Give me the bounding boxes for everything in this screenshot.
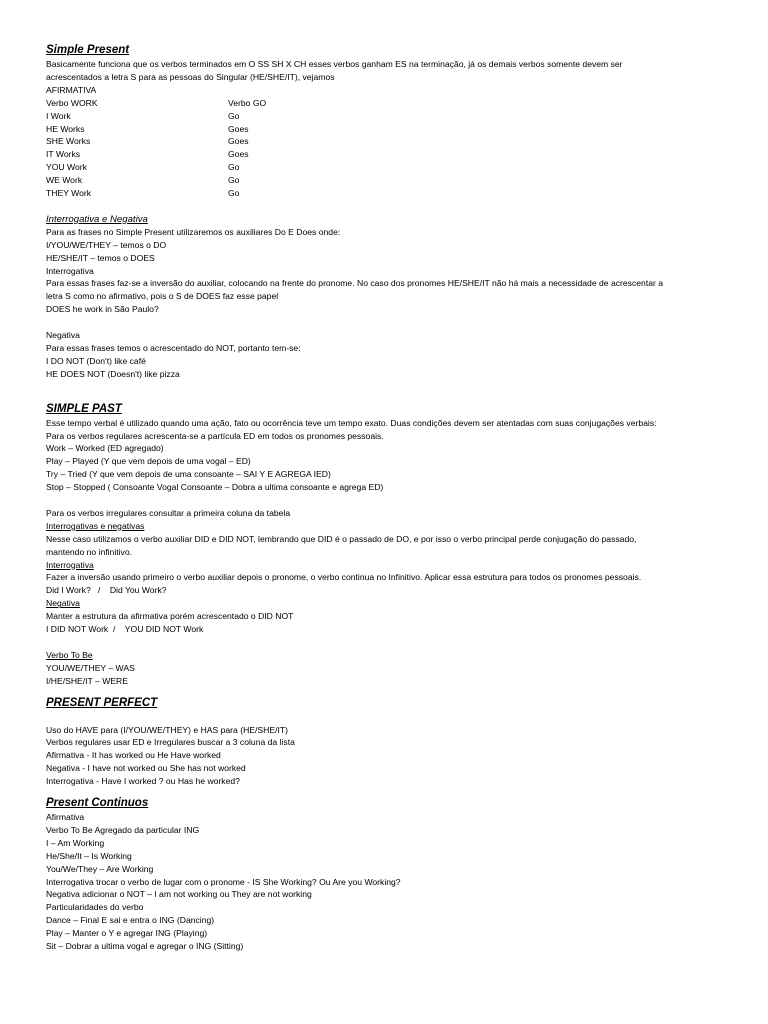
- text-line: Verbos regulares usar ED e Irregulares buscar a 3 coluna da lista: [46, 737, 295, 748]
- text-line: Interrogativa: [46, 265, 94, 276]
- spacer: [46, 316, 736, 329]
- verbo-to-be-heading: Verbo To Be: [46, 649, 93, 660]
- interrogativas-negativas-heading: Interrogativas e negativas: [46, 520, 145, 531]
- text-line: Try – Tried (Y que vem depois de uma consoante – SAI Y E AGREGA IED): [46, 469, 331, 480]
- text-line: He/She/It – Is Working: [46, 850, 132, 861]
- text-line: Particularidades do verbo: [46, 902, 144, 913]
- interrogativa-heading: Interrogativa: [46, 559, 94, 570]
- verb-table-row: [46, 110, 736, 123]
- text-line: Negativa adicionar o NOT – I am not working ou They are not working: [46, 889, 312, 900]
- verb-work-cell: SHE Works: [46, 136, 91, 147]
- text-line: HE/SHE/IT – temos o DOES: [46, 252, 155, 263]
- verb-work-cell: IT Works: [46, 149, 81, 160]
- verb-work-cell: HE Works: [46, 123, 85, 134]
- verb-go-cell: Goes: [228, 136, 249, 147]
- verb-table-row: [46, 97, 736, 110]
- text-line: Stop – Stopped ( Consoante Vogal Consoante – Dobra a ultima consoante e agrega ED): [46, 482, 384, 493]
- verb-go-cell: Verbo GO: [228, 97, 267, 108]
- verb-work-cell: WE Work: [46, 175, 83, 186]
- verb-table-row: [46, 174, 736, 187]
- verb-go-cell: Go: [228, 175, 240, 186]
- text-line: Sit – Dobrar a ultima vogal e agregar o ING (Sitting): [46, 941, 244, 952]
- text-line: Work – Worked (ED agregado): [46, 443, 164, 454]
- verb-table-row: [46, 123, 736, 136]
- text-line: Para essas frases temos o acrescentado do NOT, portanto tem-se:: [46, 343, 301, 353]
- text-line: letra S como no afirmativo, pois o S de DOES faz esse papel: [46, 291, 279, 302]
- text-line: Para os verbos regulares acrescenta-se a partícula ED em todos os pronomes pessoais.: [46, 430, 384, 441]
- text-line: I DO NOT (Don't) like café: [46, 355, 146, 366]
- verb-table-row: [46, 187, 736, 200]
- simple-past-heading: SIMPLE PAST: [46, 402, 122, 415]
- verb-table: [46, 97, 736, 200]
- text-line: Afirmativa: [46, 812, 85, 823]
- spacer: [46, 688, 736, 696]
- text-line: Manter a estrutura da afirmativa porém acrescentado o DID NOT: [46, 611, 294, 622]
- text-line: Dance – Final E sai e entra o ING (Dancing): [46, 915, 215, 926]
- text-line: Verbo To Be Agregado da particular ING: [46, 824, 200, 835]
- text-line: Para os verbos irregulares consultar a primeira coluna da tabela: [46, 507, 291, 518]
- afirmativa-label: AFIRMATIVA: [46, 84, 97, 95]
- text-line: Play – Played (Y que vem depois de uma vogal – ED): [46, 456, 251, 467]
- text-line: Negativa: [46, 330, 80, 341]
- text-line: Esse tempo verbal é utilizado quando uma ação, fato ou ocorrência teve um tempo exato. Duas condições devem ser atentadas com suas conjugações verbais:: [46, 417, 657, 428]
- present-continuous-heading: Present Continuos: [46, 797, 149, 810]
- text-line: You/We/They – Are Working: [46, 863, 154, 874]
- spacer: [46, 636, 736, 649]
- text-line: Interrogativa - Have I worked ? ou Has he worked?: [46, 776, 240, 787]
- verb-table-row: [46, 148, 736, 161]
- text-line: Interrogativa trocar o verbo de lugar com o pronome - IS She Working? Ou Are you Working?: [46, 876, 401, 887]
- text-line: I – Am Working: [46, 837, 105, 848]
- text-line: Afirmativa - It has worked ou He Have worked: [46, 750, 221, 761]
- spacer: [46, 394, 736, 402]
- verb-go-cell: Go: [228, 162, 240, 173]
- document-content: [46, 43, 736, 953]
- text-line: HE DOES NOT (Doesn't) like pizza: [46, 368, 180, 379]
- text-line: Play – Manter o Y e agregar ING (Playing): [46, 928, 208, 939]
- verb-go-cell: Goes: [228, 123, 249, 134]
- verb-work-cell: THEY Work: [46, 188, 92, 199]
- verb-go-cell: Goes: [228, 149, 249, 160]
- present-perfect-heading: PRESENT PERFECT: [46, 696, 158, 709]
- text-line: I DID NOT Work / YOU DID NOT Work: [46, 624, 204, 635]
- text-line: Uso do HAVE para (I/YOU/WE/THEY) e HAS para (HE/SHE/IT): [46, 724, 288, 735]
- text-line: I/HE/SHE/IT – WERE: [46, 675, 128, 686]
- verb-go-cell: Go: [228, 110, 240, 121]
- spacer: [46, 200, 736, 213]
- simple-present-intro-line-2: acrescentados a letra S para as pessoas do Singular (HE/SHE/IT), vejamos: [46, 71, 335, 82]
- spacer: [46, 711, 736, 724]
- simple-present-intro-line-1: Basicamente funciona que os verbos terminados em O SS SH X CH esses verbos ganham ES na terminação, já os demais verbos somente devem ser: [46, 59, 623, 69]
- verb-table-row: [46, 161, 736, 174]
- negativa-heading: Negativa: [46, 598, 80, 609]
- text-line: I/YOU/WE/THEY – temos o DO: [46, 239, 167, 250]
- verb-work-cell: I Work: [46, 110, 71, 121]
- text-line: DOES he work in São Paulo?: [46, 304, 159, 315]
- text-line: Fazer a inversão usando primeiro o verbo auxiliar depois o pronome, o verbo continua no Infinitivo. Aplicar essa estrutura para todos os pronomes pessoais.: [46, 572, 642, 583]
- text-line: Did I Work? / Did You Work?: [46, 585, 167, 596]
- verb-table-row: [46, 135, 736, 148]
- spacer: [46, 381, 736, 394]
- spacer: [46, 788, 736, 796]
- text-line: mantendo no infinitivo.: [46, 546, 132, 557]
- verb-work-cell: YOU Work: [46, 162, 87, 173]
- interrogativa-negativa-heading: Interrogativa e Negativa: [46, 213, 148, 225]
- verb-go-cell: Go: [228, 188, 240, 199]
- text-line: Para essas frases faz-se a inversão do auxiliar, colocando na frente do pronome. No caso dos pronomes HE/SHE/IT não há mais a necessidade de acrescentar a: [46, 278, 664, 289]
- text-line: Negativa - I have not worked ou She has not worked: [46, 763, 246, 774]
- text-line: Nesse caso utilizamos o verbo auxiliar DID e DID NOT, lembrando que DID é o passado de DO, e por isso o verbo principal perde conjugação do passado,: [46, 533, 637, 544]
- text-line: YOU/WE/THEY – WAS: [46, 662, 135, 673]
- simple-present-heading: Simple Present: [46, 44, 130, 56]
- spacer: [46, 494, 736, 507]
- verb-work-cell: Verbo WORK: [46, 97, 98, 108]
- text-line: Para as frases no Simple Present utilizaremos os auxiliares Do E Does onde:: [46, 226, 341, 237]
